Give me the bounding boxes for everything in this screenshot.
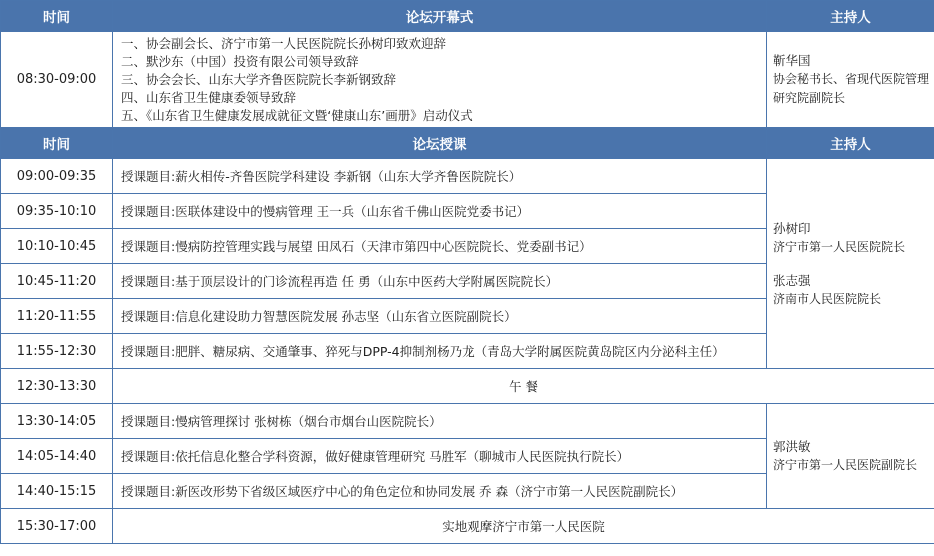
opening-item: 三、协会会长、山东大学齐鲁医院院长李新钢致辞 [121,71,397,87]
session-topic: 授课题目:慢病防控管理实践与展望 田凤石（天津市第四中心医院院长、党委副书记） [113,229,767,264]
host-title: 协会秘书长、省现代医院管理研究院副院长 [773,72,930,105]
host-header: 主持人 [767,128,934,159]
session-topic: 授课题目:肥胖、糖尿病、交通肇事、猝死与DPP-4抑制剂杨乃龙（青岛大学附属医院黄岛院区内分泌科主任） [113,334,767,369]
time-header: 时间 [1,1,113,32]
session-topic: 授课题目:慢病管理探讨 张树栋（烟台市烟台山医院院长） [113,404,767,439]
session-time: 10:45-11:20 [1,264,113,299]
lunch-label: 午 餐 [113,369,934,404]
visit-row [1,509,934,544]
lectures-header-row [1,128,934,159]
host-title: 济南市人民医院院长 [773,291,882,306]
session-topic: 授课题目:医联体建设中的慢病管理 王一兵（山东省千佛山医院党委书记） [113,194,767,229]
table-row [1,404,934,439]
session-time: 09:00-09:35 [1,159,113,194]
opening-item: 一、协会副会长、济宁市第一人民医院院长孙树印致欢迎辞 [121,35,447,51]
session-topic: 授课题目:信息化建设助力智慧医院发展 孙志坚（山东省立医院副院长） [113,299,767,334]
host-name: 孙树印 [773,220,811,236]
opening-header-row [1,1,934,32]
host-header: 主持人 [767,1,934,32]
host-name: 靳华国 [773,53,811,68]
session-time: 09:35-10:10 [1,194,113,229]
host-name: 郭洪敏 [773,439,811,454]
session-time: 11:20-11:55 [1,299,113,334]
opening-host [767,32,934,128]
visit-label: 实地观摩济宁市第一人民医院 [113,509,934,544]
opening-items [113,32,767,128]
table-row [1,159,934,194]
host-title: 济宁市第一人民医院副院长 [773,458,918,472]
session-time: 14:05-14:40 [1,439,113,474]
time-header: 时间 [1,128,113,159]
host-name: 张志强 [773,272,811,288]
lectures-title-header: 论坛授课 [113,128,767,159]
afternoon-host [767,404,934,509]
opening-title-header: 论坛开幕式 [113,1,767,32]
morning-hosts [767,159,934,369]
visit-time: 15:30-17:00 [1,509,113,544]
session-topic: 授课题目:依托信息化整合学科资源，做好健康管理研究 马胜军（聊城市人民医院执行院长） [113,439,767,474]
session-time: 14:40-15:15 [1,474,113,509]
opening-item: 四、山东省卫生健康委领导致辞 [121,89,297,105]
session-time: 13:30-14:05 [1,404,113,439]
opening-item: 二、默沙东（中国）投资有限公司领导致辞 [121,53,359,69]
session-topic: 授课题目:基于顶层设计的门诊流程再造 任 勇（山东中医药大学附属医院院长） [113,264,767,299]
session-time: 10:10-10:45 [1,229,113,264]
host-title: 济宁市第一人民医院院长 [773,239,906,254]
session-topic: 授课题目:薪火相传-齐鲁医院学科建设 李新钢（山东大学齐鲁医院院长） [113,159,767,194]
session-time: 11:55-12:30 [1,334,113,369]
opening-row [1,32,934,128]
lunch-time: 12:30-13:30 [1,369,113,404]
opening-item: 五、《山东省卫生健康发展成就征文暨‘健康山东’画册》启动仪式 [121,107,473,123]
session-topic: 授课题目:新医改形势下省级区域医疗中心的角色定位和协同发展 乔 森（济宁市第一人民医院副院长） [113,474,767,509]
lunch-row [1,369,934,404]
opening-time: 08:30-09:00 [1,32,113,128]
